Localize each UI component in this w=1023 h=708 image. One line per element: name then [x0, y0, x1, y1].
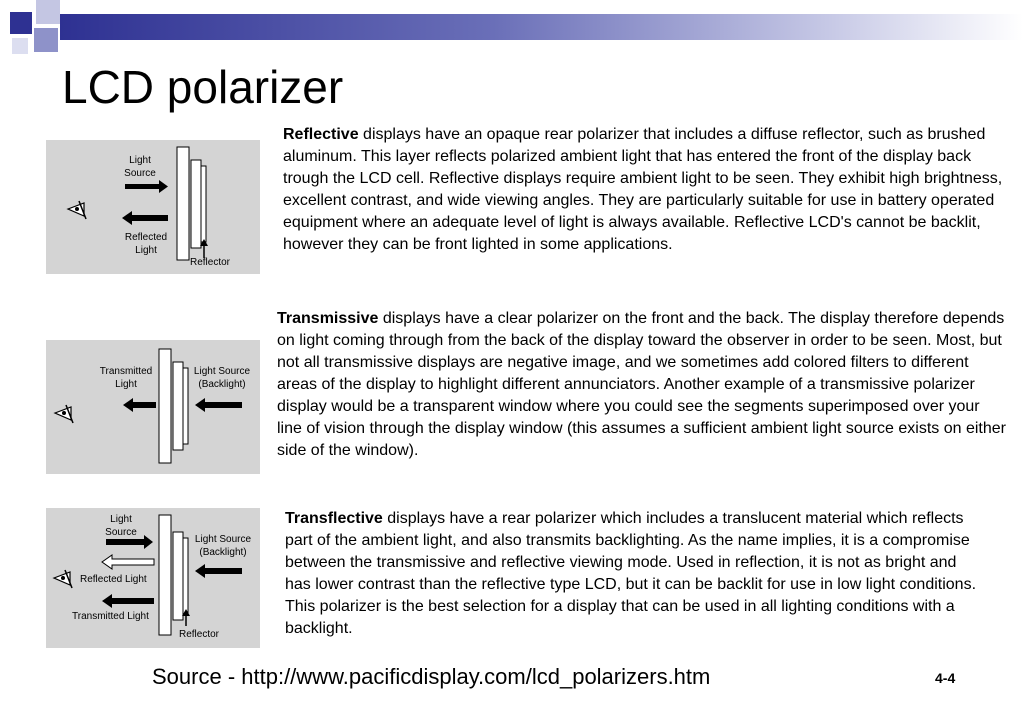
transflective-term: Transflective — [285, 510, 383, 527]
eye-icon — [55, 405, 73, 423]
reflected-light-arrow — [122, 211, 168, 225]
transmitted-light-label: Transmitted Light — [72, 611, 149, 622]
eye-icon — [54, 570, 72, 588]
backlight-label: Light Source (Backlight) — [193, 366, 251, 390]
reflective-paragraph — [283, 124, 1018, 256]
reflector-label: Reflector — [179, 629, 220, 640]
reflective-term: Reflective — [283, 126, 359, 143]
backlight-arrow — [195, 564, 242, 578]
transmissive-term: Transmissive — [277, 310, 379, 327]
reflective-diagram — [46, 140, 260, 274]
transflective-paragraph — [285, 508, 985, 640]
transflective-diagram — [46, 508, 260, 648]
page-number: 4-4 — [935, 670, 956, 686]
reflected-light-arrow — [102, 555, 154, 569]
light-source-arrow — [125, 180, 168, 193]
transmitted-light-arrow — [123, 398, 156, 412]
transmitted-light-label: Transmitted Light — [99, 366, 153, 390]
reflected-light-label: Reflected Light — [80, 574, 147, 585]
transmissive-text: displays have a clear polarizer on the front and the back. The display therefore depends on light coming through from the back of the display toward the observer in order to be seen. Most, but not all transmissive displays are negative image, and we sometimes add colored filters to different areas of the display to highlight different annunciators. Another example of a transmissive polarizer display would be a transparent window where you could see the segments superimposed over your line of vision through the display window (this assumes a sufficient ambient light source exists on either side of the window). — [277, 310, 1006, 459]
reflector-label: Reflector — [190, 257, 231, 268]
page-title: LCD polarizer — [62, 61, 344, 113]
transflective-text: displays have a rear polarizer which includes a translucent material which reflects part of the ambient light, and also transmits backlighting. As the name implies, it is a compromise between the transmissive and reflective viewing mode. Used in reflection, it is not as bright and has lower contrast than the reflective type LCD, but it can be backlit for use in low light conditions. This polarizer is the best selection for a display that can be used in all lighting conditions with a backlight. — [285, 510, 977, 637]
source-link[interactable]: Source - http://www.pacificdisplay.com/lcd_polarizers.htm — [152, 664, 711, 689]
reflected-light-label: Reflected Light — [124, 232, 168, 256]
eye-icon — [68, 201, 86, 219]
transmissive-paragraph — [277, 308, 1007, 462]
transmissive-diagram-svg — [46, 340, 260, 474]
backlight-label: Light Source (Backlight) — [194, 534, 252, 558]
header-bar — [60, 14, 1023, 40]
transflective-diagram-svg — [46, 508, 260, 648]
transmitted-light-arrow — [102, 594, 154, 608]
backlight-arrow — [195, 398, 242, 412]
light-source-label: Light Source — [124, 155, 156, 179]
reflective-text: displays have an opaque rear polarizer that includes a diffuse reflector, such as brushed aluminum. This layer reflects polarized ambient light that has entered the front of the display back trough the LCD cell. Reflective displays require ambient light to be seen. They exhibit high brightness, excellent contrast, and wide viewing angles. They are particularly suitable for use in battery operated equipment where an adequate level of light is always available. Reflective LCD's cannot be backlit, however they can be front lighted in some applications. — [283, 126, 1003, 253]
light-source-label: Light Source — [105, 514, 137, 538]
transmissive-diagram — [46, 340, 260, 474]
